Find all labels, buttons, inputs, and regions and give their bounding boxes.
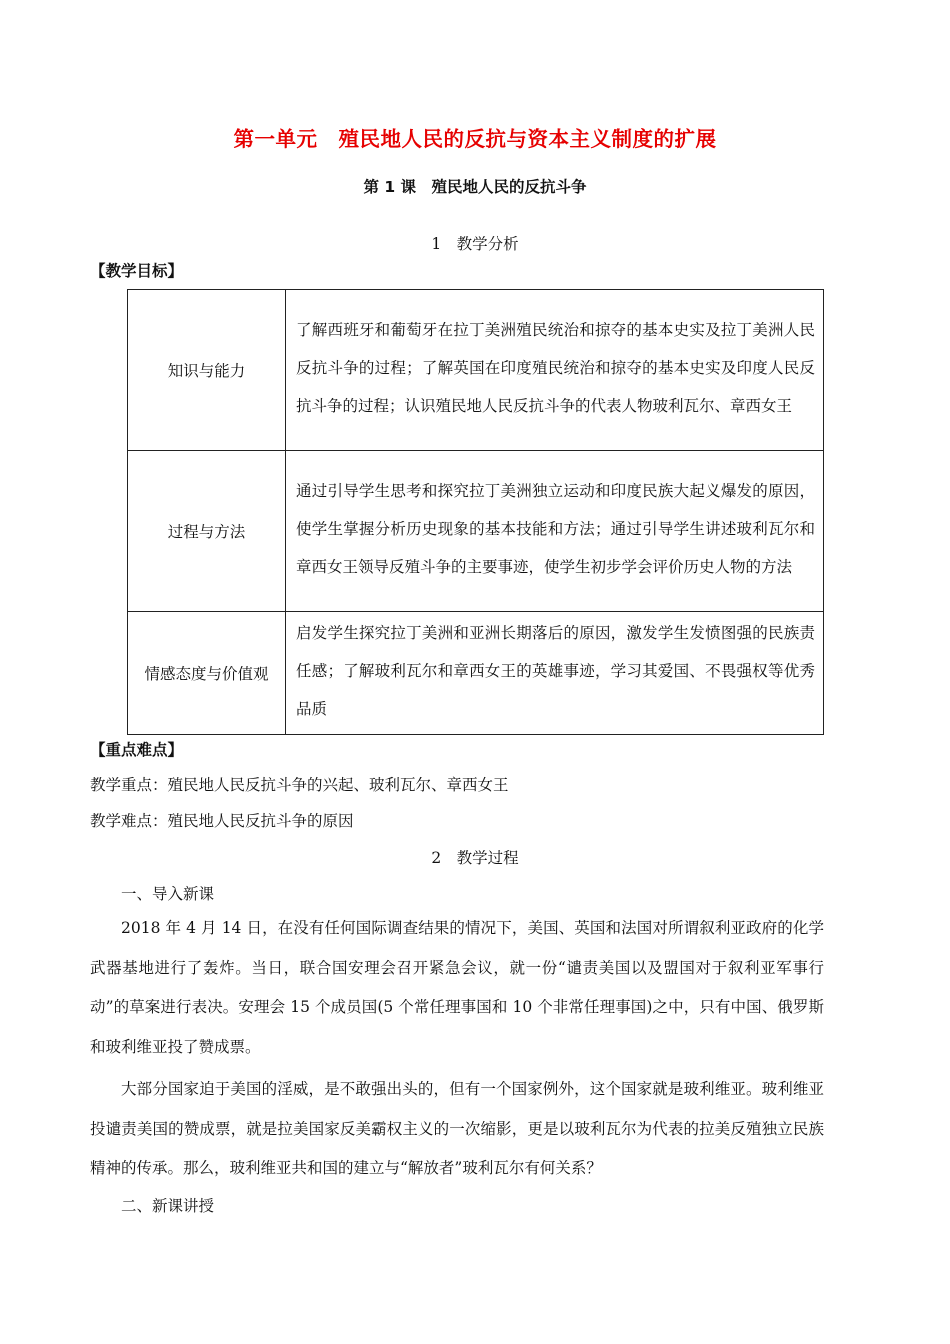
goal-label-knowledge: 知识与能力 [128, 290, 286, 451]
goal-label-process: 过程与方法 [128, 451, 286, 612]
goal-label-values: 情感态度与价值观 [128, 612, 286, 735]
unit-title: 第一单元 殖民地人民的反抗与资本主义制度的扩展 [233, 127, 717, 151]
new-lesson-heading: 二、新课讲授 [121, 1197, 215, 1215]
goal-text-process: 通过引导学生思考和探究拉丁美洲独立运动和印度民族大起义爆发的原因，使学生掌握分析历史现象的基本技能和方法；通过引导学生讲述玻利瓦尔和章西女王领导反殖斗争的主要事迹，使学生初步学会评价历史人物的方法 [286, 451, 824, 612]
section-heading-analysis: 1 教学分析 [431, 235, 519, 253]
lesson-title: 第 1 课 殖民地人民的反抗斗争 [363, 178, 587, 196]
intro-heading: 一、导入新课 [121, 885, 215, 903]
key-point-text: 教学重点：殖民地人民反抗斗争的兴起、玻利瓦尔、章西女王 [90, 776, 509, 794]
table-row [128, 612, 824, 735]
table-row [128, 290, 824, 451]
teaching-goals-label: 【教学目标】 [90, 262, 184, 280]
goal-text-knowledge: 了解西班牙和葡萄牙在拉丁美洲殖民统治和掠夺的基本史实及拉丁美洲人民反抗斗争的过程；了解英国在印度殖民统治和掠夺的基本史实及印度人民反抗斗争的过程；认识殖民地人民反抗斗争的代表人物玻利瓦尔、章西女王 [286, 290, 824, 451]
key-points-label: 【重点难点】 [90, 741, 184, 759]
teaching-goals-table [127, 289, 824, 735]
difficult-point-text: 教学难点：殖民地人民反抗斗争的原因 [90, 812, 354, 830]
intro-paragraph-1: 2018 年 4 月 14 日，在没有任何国际调查结果的情况下，美国、英国和法国对所谓叙利亚政府的化学武器基地进行了轰炸。当日，联合国安理会召开紧急会议，就一份“谴责美国以及盟国对于叙利亚军事行动”的草案进行表决。安理会 15 个成员国(5 个常任理事国和 10 个非常任理事国)之中，只有中国、俄罗斯和玻利维亚投了赞成票。 [90, 919, 824, 1056]
section-heading-process: 2 教学过程 [431, 849, 519, 867]
intro-paragraph-2: 大部分国家迫于美国的淫威，是不敢强出头的，但有一个国家例外，这个国家就是玻利维亚。玻利维亚投谴责美国的赞成票，就是拉美国家反美霸权主义的一次缩影，更是以玻利瓦尔为代表的拉美反殖独立民族精神的传承。那么，玻利维亚共和国的建立与“解放者”玻利瓦尔有何关系？ [90, 1080, 824, 1177]
table-row [128, 451, 824, 612]
goal-text-values: 启发学生探究拉丁美洲和亚洲长期落后的原因，激发学生发愤图强的民族责任感；了解玻利瓦尔和章西女王的英雄事迹，学习其爱国、不畏强权等优秀品质 [286, 612, 824, 735]
